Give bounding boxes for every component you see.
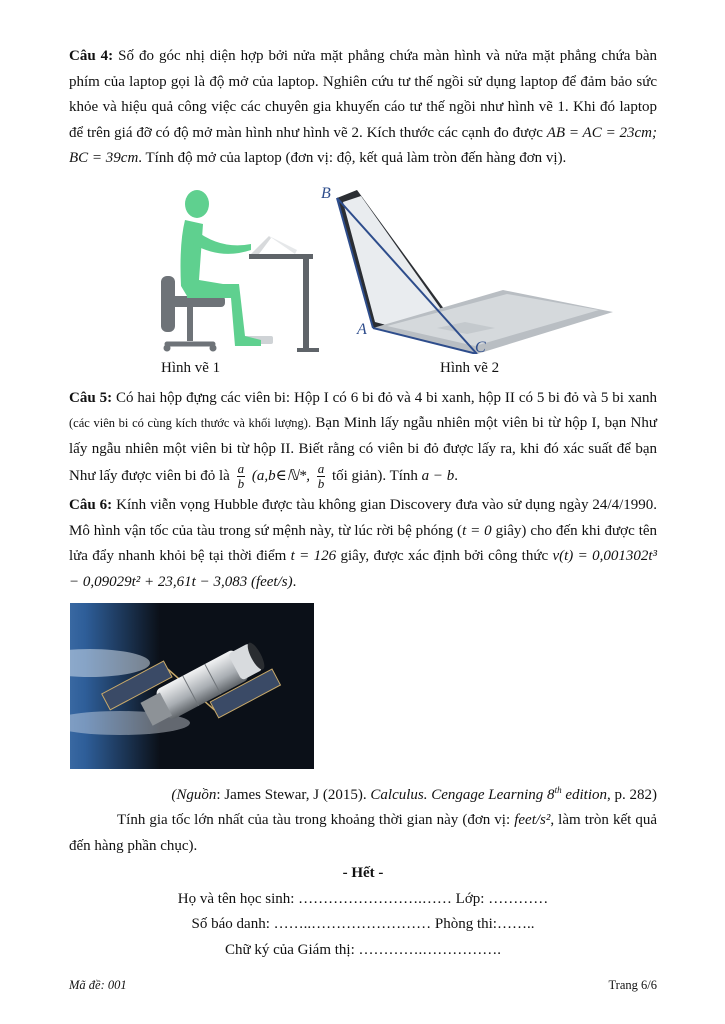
q6-text-2: giây) cho đến khi được tên lửa đẩy nhanh khỏi bệ tại thời điểm	[69, 522, 658, 564]
question-5	[69, 386, 657, 492]
document-page	[69, 44, 657, 963]
q6-text: Kính viễn vọng Hubble được tàu không gian Discovery đưa vào sử dụng ngày 24/4/1990. Mô hình vận tốc của tàu trong sứ mệnh này, từ lúc rời bệ phóng (	[69, 497, 658, 539]
laptop-figure	[317, 178, 617, 354]
page-number: Trang 6/6	[608, 978, 657, 992]
q5-text: Có hai hộp đựng các viên bi: Hộp I có 6 bi đỏ và 4 bi xanh, hộp II có 5 bi đỏ và 5 bi xanh	[116, 389, 658, 406]
student-name-line: Họ và tên học sinh: …………………….…… Lớp: …………	[177, 890, 549, 907]
exam-code: Mã đề: 001	[69, 978, 127, 992]
q5-label: Câu 5:	[69, 389, 113, 406]
q4-formula: AB = AC = 23cm; BC = 39cm	[69, 124, 658, 166]
fraction-a-over-b-2: $\frac{a}{b}$	[317, 461, 325, 491]
point-c-label: C	[475, 338, 486, 354]
q4-text-end: . Tính độ mở của laptop (đơn vị: độ, kết quả làm tròn đến hàng đơn vị).	[138, 150, 567, 166]
figure-row	[69, 178, 657, 386]
q4-text: Số đo góc nhị diện hợp bởi nửa mặt phẳng chứa màn hình và nửa mặt phẳng chứa bàn phím của laptop gọi là độ mở của laptop. Nghiên cứu tư thế ngồi sử dụng laptop để đảm bảo sức khỏe và hiệu quả công việc các chuyên gia khuyến cáo tư thế ngồi như hình vẽ 1. Khi đó laptop để trên giá đỡ có độ mở màn hình như hình vẽ 2. Kích thước các cạnh đo được	[69, 48, 658, 141]
end-marker: - Hết -	[342, 865, 384, 881]
q6-text-3: giây, được xác định bởi công thức	[340, 548, 549, 564]
q6-unit: feet/s²	[514, 812, 551, 828]
point-a-label: A	[357, 320, 367, 338]
point-b-label: B	[321, 184, 331, 202]
q5-period: .	[454, 467, 459, 484]
q6-t126: t = 126	[290, 548, 337, 564]
page-footer	[69, 978, 657, 993]
q5-text-3: tối giản). Tính	[331, 467, 418, 484]
question-6: Câu 6: Kính viễn vọng Hubble được tàu không gian Discovery đưa vào sử dụng ngày 24/4/1990. Mô hình vận tốc của tàu trong sứ mệnh này, từ lúc rời bệ phóng (t = 0 giây) cho đến khi được tên lửa đẩy nhanh khỏi bệ tại thời điểm t = 126 giây, được xác định bởi công thức v(t) = 0,001302t³ − 0,09029t² + 23,61t − 3,083 (feet/s).	[69, 497, 658, 590]
q5-note: (các viên bi có cùng kích thước và khối lượng).	[69, 416, 312, 430]
candidate-number-line: Số báo danh: ……..…………………… Phòng thi:……..	[191, 916, 535, 932]
q6-question: Tính gia tốc lớn nhất của tàu trong khoảng thời gian này (đơn vị: feet/s², làm tròn kết quả đến hàng phần chục).	[69, 812, 657, 854]
q6-t0: t = 0	[462, 522, 492, 539]
q5-text-2: Bạn Minh lấy ngẫu nhiên một viên bi từ hộp I, bạn Như lấy ngẫu nhiên một viên bi từ hộp II. Biết rằng có viên bi đỏ được lấy ra, khi đó xác suất để bạn Như lấy được viên bi đỏ là	[69, 415, 658, 484]
hubble-telescope-photo	[70, 603, 314, 769]
photo-source: (Nguồn: James Stewar, J (2015). Calculus. Cengage Learning 8th edition, p. 282)	[171, 784, 657, 803]
question-4	[69, 44, 657, 172]
q5-condition: (a,b∈ℕ*,	[251, 467, 310, 484]
proctor-signature-line: Chữ ký của Giám thị: ………….…………….	[224, 941, 502, 958]
q4-label: Câu 4:	[69, 48, 114, 64]
q5-answer-expr: a − b	[421, 467, 455, 484]
fraction-a-over-b: $\frac{a}{b}$	[237, 461, 245, 491]
sitting-posture-figure	[121, 184, 331, 354]
q6-formula: v(t) = 0,001302t³ − 0,09029t² + 23,61t − 3,083 (feet/s)	[69, 548, 658, 590]
figure-2-caption: Hình vẽ 2	[440, 359, 500, 376]
figure-1-caption: Hình vẽ 1	[161, 359, 221, 376]
q6-label: Câu 6:	[69, 497, 113, 513]
